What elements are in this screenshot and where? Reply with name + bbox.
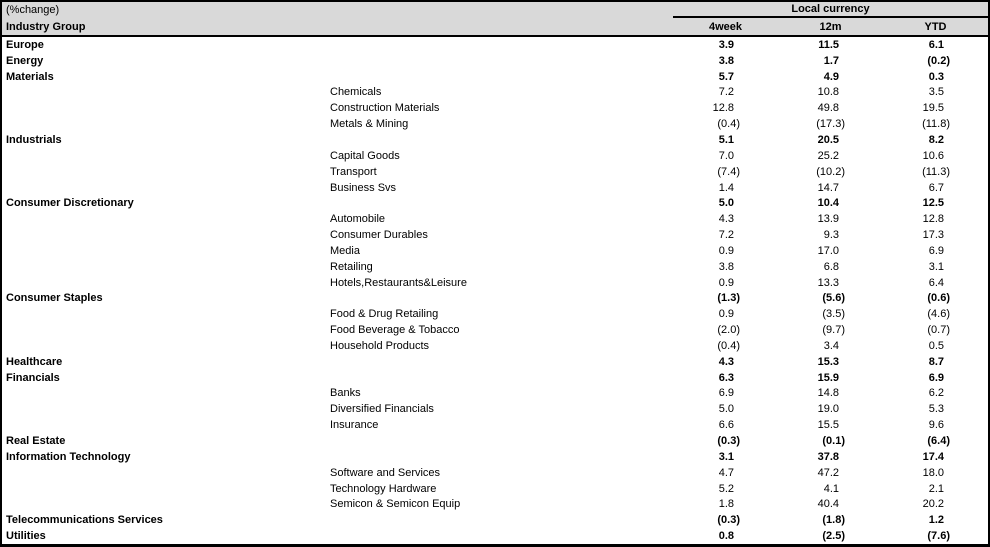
- table-row: [2, 116, 988, 132]
- table-row: [2, 259, 988, 275]
- row-label: Technology Hardware: [330, 482, 437, 495]
- value-cell: (0.3): [717, 435, 740, 448]
- value-cell: (0.4): [717, 118, 740, 131]
- row-label: Insurance: [330, 419, 379, 432]
- value-cell: 6.9: [928, 244, 944, 257]
- value-cell: 11.5: [818, 38, 839, 51]
- value-cell: 3.8: [718, 54, 734, 67]
- row-label: Real Estate: [6, 435, 66, 448]
- value-cell: 3.9: [718, 38, 734, 51]
- row-label: Chemicals: [330, 86, 382, 99]
- row-label: Diversified Financials: [330, 403, 434, 416]
- value-cell: 4.1: [823, 482, 839, 495]
- value-cell: 6.9: [718, 387, 734, 400]
- industry-group-header: Industry Group: [6, 20, 86, 33]
- value-cell: (2.5): [822, 530, 845, 543]
- table-row: [2, 100, 988, 116]
- value-cell: 0.5: [928, 339, 944, 352]
- value-cell: 6.4: [928, 276, 944, 289]
- value-cell: (17.3): [816, 118, 845, 131]
- value-cell: 1.8: [718, 498, 734, 511]
- row-label: Consumer Durables: [330, 229, 428, 242]
- table-row: [2, 275, 988, 291]
- value-cell: 3.8: [718, 260, 734, 273]
- row-label: Automobile: [330, 213, 386, 226]
- value-cell: 4.3: [718, 213, 734, 226]
- value-cell: 5.2: [718, 482, 734, 495]
- value-cell: 15.3: [817, 355, 839, 368]
- table-row: [2, 164, 988, 180]
- table-row: [2, 338, 988, 354]
- value-cell: 2.1: [928, 482, 944, 495]
- table-row: [2, 496, 988, 512]
- row-label: Semicon & Semicon Equip: [330, 498, 461, 511]
- table-row: [2, 180, 988, 196]
- value-cell: 1.7: [823, 54, 839, 67]
- value-cell: 10.4: [817, 197, 839, 210]
- table-row: [2, 465, 988, 481]
- table-row: [2, 227, 988, 243]
- table-row: [2, 386, 988, 402]
- value-cell: 14.8: [817, 387, 839, 400]
- row-label: Business Svs: [330, 181, 397, 194]
- value-cell: (0.6): [927, 292, 950, 305]
- value-cell: (1.3): [717, 292, 740, 305]
- value-cell: 3.1: [718, 450, 734, 463]
- row-label: Media: [330, 244, 360, 257]
- row-label: Consumer Discretionary: [6, 197, 134, 210]
- value-cell: (0.7): [927, 324, 950, 337]
- value-cell: 15.9: [817, 371, 839, 384]
- table-row: [2, 528, 988, 544]
- value-cell: (7.4): [717, 165, 740, 178]
- table-body: [2, 37, 988, 544]
- row-label: Construction Materials: [330, 102, 440, 115]
- column-header-ytd: YTD: [924, 20, 947, 33]
- header-row-columns: [2, 18, 988, 35]
- value-cell: 5.0: [718, 403, 734, 416]
- value-cell: 17.3: [922, 229, 944, 242]
- value-cell: 1.4: [718, 181, 734, 194]
- percent-change-label: (%change): [6, 4, 60, 16]
- row-label: Materials: [6, 70, 54, 83]
- row-label: Consumer Staples: [6, 292, 103, 305]
- value-cell: (3.5): [822, 308, 845, 321]
- table-row: [2, 512, 988, 528]
- value-cell: 10.8: [817, 86, 839, 99]
- table-row: [2, 69, 988, 85]
- table-row: [2, 291, 988, 307]
- value-cell: 20.5: [817, 133, 839, 146]
- row-label: Hotels,Restaurants&Leisure: [330, 276, 467, 289]
- row-label: Healthcare: [6, 355, 63, 368]
- value-cell: (0.4): [717, 339, 740, 352]
- row-label: Transport: [330, 165, 377, 178]
- table-row: [2, 53, 988, 69]
- value-cell: 6.8: [823, 260, 839, 273]
- value-cell: 40.4: [817, 498, 839, 511]
- value-cell: 5.0: [718, 197, 734, 210]
- value-cell: (10.2): [816, 165, 845, 178]
- value-cell: 5.3: [928, 403, 944, 416]
- value-cell: 19.0: [817, 403, 839, 416]
- row-label: Energy: [6, 54, 44, 67]
- value-cell: (0.2): [927, 54, 950, 67]
- value-cell: 8.2: [928, 133, 944, 146]
- table-row: [2, 354, 988, 370]
- table-row: [2, 370, 988, 386]
- value-cell: 0.9: [718, 308, 734, 321]
- value-cell: 9.3: [823, 229, 839, 242]
- value-cell: 19.5: [922, 102, 944, 115]
- row-label: Banks: [330, 387, 361, 400]
- table-row: [2, 449, 988, 465]
- value-cell: 15.5: [817, 419, 839, 432]
- value-cell: (1.8): [822, 514, 845, 527]
- value-cell: 6.6: [718, 419, 734, 432]
- value-cell: 12.8: [922, 213, 944, 226]
- value-cell: 14.7: [817, 181, 839, 194]
- column-header-12m: 12m: [819, 20, 842, 33]
- value-cell: 3.5: [928, 86, 944, 99]
- value-cell: 8.7: [928, 355, 944, 368]
- row-label: Software and Services: [330, 466, 441, 479]
- value-cell: (6.4): [927, 435, 950, 448]
- value-cell: 37.8: [817, 450, 839, 463]
- value-cell: 49.8: [817, 102, 839, 115]
- value-cell: 7.2: [718, 86, 734, 99]
- table-row: [2, 401, 988, 417]
- value-cell: 0.9: [718, 276, 734, 289]
- value-cell: 0.3: [928, 70, 944, 83]
- row-label: Financials: [6, 371, 60, 384]
- table-row: [2, 433, 988, 449]
- value-cell: 7.0: [718, 149, 734, 162]
- value-cell: 13.3: [817, 276, 839, 289]
- value-cell: 3.1: [928, 260, 944, 273]
- table-row: [2, 306, 988, 322]
- value-cell: (0.3): [717, 514, 740, 527]
- table-header: [2, 2, 988, 37]
- table-row: [2, 481, 988, 497]
- table-row: [2, 195, 988, 211]
- value-cell: 4.3: [718, 355, 734, 368]
- table-row: [2, 37, 988, 53]
- header-row-currency: [2, 2, 988, 18]
- table-row: [2, 243, 988, 259]
- value-cell: 6.7: [928, 181, 944, 194]
- value-cell: 18.0: [922, 466, 944, 479]
- value-cell: 4.9: [823, 70, 839, 83]
- row-label: Retailing: [330, 260, 373, 273]
- value-cell: (0.1): [822, 435, 845, 448]
- value-cell: 6.2: [928, 387, 944, 400]
- value-cell: (7.6): [927, 530, 950, 543]
- table-row: [2, 417, 988, 433]
- value-cell: 1.2: [928, 514, 944, 527]
- value-cell: 7.2: [718, 229, 734, 242]
- value-cell: 0.8: [718, 530, 734, 543]
- column-header-4week: 4week: [708, 20, 743, 33]
- row-label: Food Beverage & Tobacco: [330, 324, 460, 337]
- value-cell: 12.8: [712, 102, 734, 115]
- value-cell: 12.5: [922, 197, 944, 210]
- value-cell: 6.1: [928, 38, 944, 51]
- local-currency-header: Local currency: [673, 2, 988, 18]
- row-label: Food & Drug Retailing: [330, 308, 439, 321]
- value-cell: 20.2: [922, 498, 944, 511]
- table-row: [2, 85, 988, 101]
- row-label: Industrials: [6, 133, 62, 146]
- value-cell: (4.6): [927, 308, 950, 321]
- value-cell: 3.4: [823, 339, 839, 352]
- value-cell: 10.6: [922, 149, 944, 162]
- table-row: [2, 211, 988, 227]
- value-cell: (9.7): [822, 324, 845, 337]
- value-cell: 6.9: [928, 371, 944, 384]
- row-label: Utilities: [6, 530, 46, 543]
- row-label: Capital Goods: [330, 149, 400, 162]
- row-label: Europe: [6, 38, 44, 51]
- value-cell: 47.2: [817, 466, 839, 479]
- value-cell: (5.6): [822, 292, 845, 305]
- row-label: Metals & Mining: [330, 118, 409, 131]
- row-label: Telecommunications Services: [6, 514, 163, 527]
- value-cell: 13.9: [817, 213, 839, 226]
- value-cell: 4.7: [718, 466, 734, 479]
- table-row: [2, 322, 988, 338]
- row-label: Information Technology: [6, 450, 131, 463]
- value-cell: 25.2: [817, 149, 839, 162]
- table-row: [2, 132, 988, 148]
- value-cell: 9.6: [928, 419, 944, 432]
- value-cell: 17.4: [922, 450, 944, 463]
- table-row: [2, 148, 988, 164]
- value-cell: (2.0): [717, 324, 740, 337]
- value-cell: 5.1: [718, 133, 734, 146]
- value-cell: (11.8): [922, 118, 950, 131]
- value-cell: 5.7: [718, 70, 734, 83]
- value-cell: (11.3): [922, 165, 950, 178]
- value-cell: 6.3: [718, 371, 734, 384]
- value-cell: 0.9: [718, 244, 734, 257]
- value-cell: 17.0: [817, 244, 839, 257]
- row-label: Household Products: [330, 339, 430, 352]
